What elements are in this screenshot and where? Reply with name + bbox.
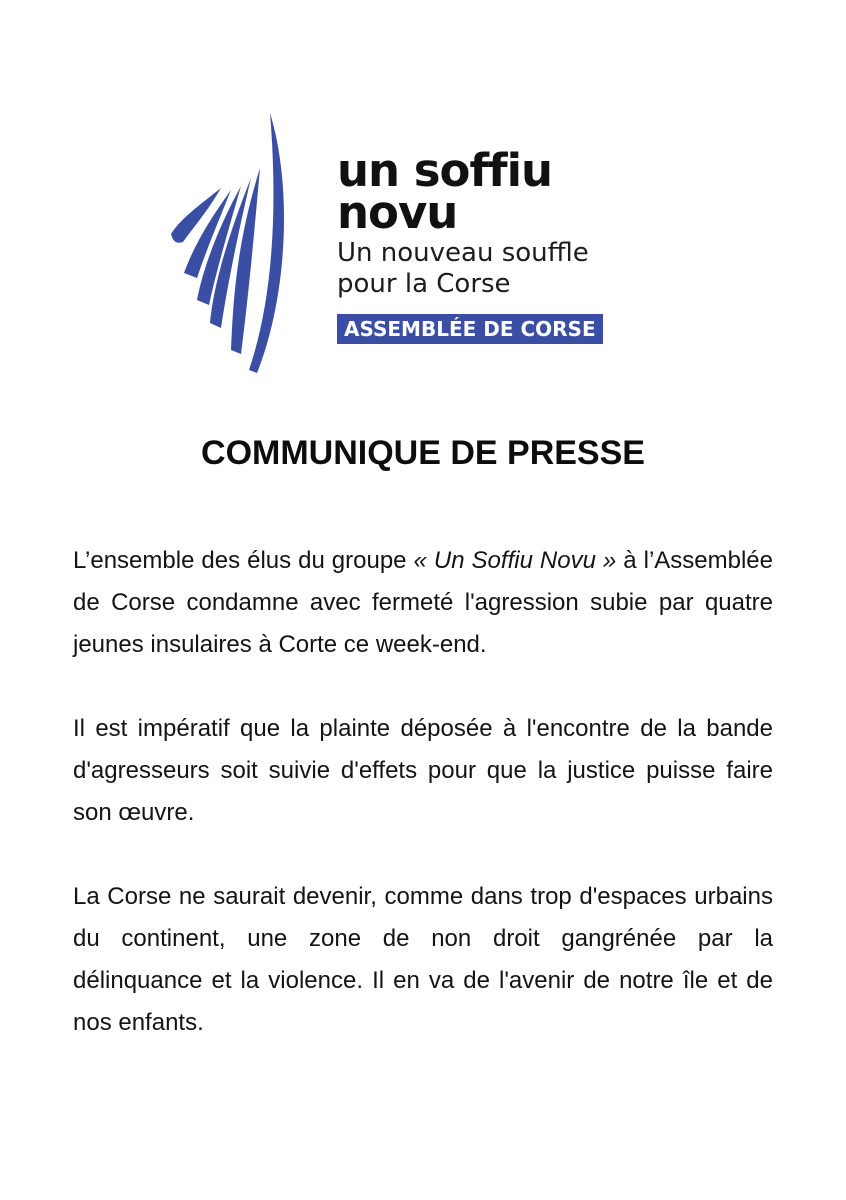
- brand-name-line-2: novu: [337, 186, 458, 239]
- paragraph-3: La Corse ne saurait devenir, comme dans trop d'espaces urbains du continent, une zone de non droit gangrénée par la délinquance et la violence. Il en va de l'avenir de notre île et de nos enfants.: [73, 883, 773, 1036]
- tagline-line-1: Un nouveau souffle: [337, 238, 589, 268]
- paragraph-2: Il est impératif que la plainte déposée à l'encontre de la bande d'agresseurs soit suivie d'effets pour que la justice puisse faire son œuvre.: [73, 715, 773, 826]
- party-logo: [165, 108, 645, 383]
- group-name-quote: « Un Soffiu Novu »: [413, 547, 617, 574]
- press-release-body: [73, 540, 773, 1044]
- wind-feather-icon: [165, 108, 305, 383]
- brand-name-line-1: un soffiu: [337, 144, 553, 197]
- tagline-line-2: pour la Corse: [337, 269, 511, 299]
- paragraph-1-start: L’ensemble des élus du groupe: [73, 547, 414, 574]
- logo-text: [337, 144, 647, 344]
- paragraph-1-end: à l’Assemblée de Corse condamne avec fermeté l'agression subie par quatre jeunes insulaires à Corte ce week-end.: [73, 547, 773, 658]
- paragraph-1: [73, 540, 773, 666]
- assembly-badge: ASSEMBLÉE DE CORSE: [337, 314, 603, 344]
- document-title: COMMUNIQUE DE PRESSE: [201, 434, 645, 472]
